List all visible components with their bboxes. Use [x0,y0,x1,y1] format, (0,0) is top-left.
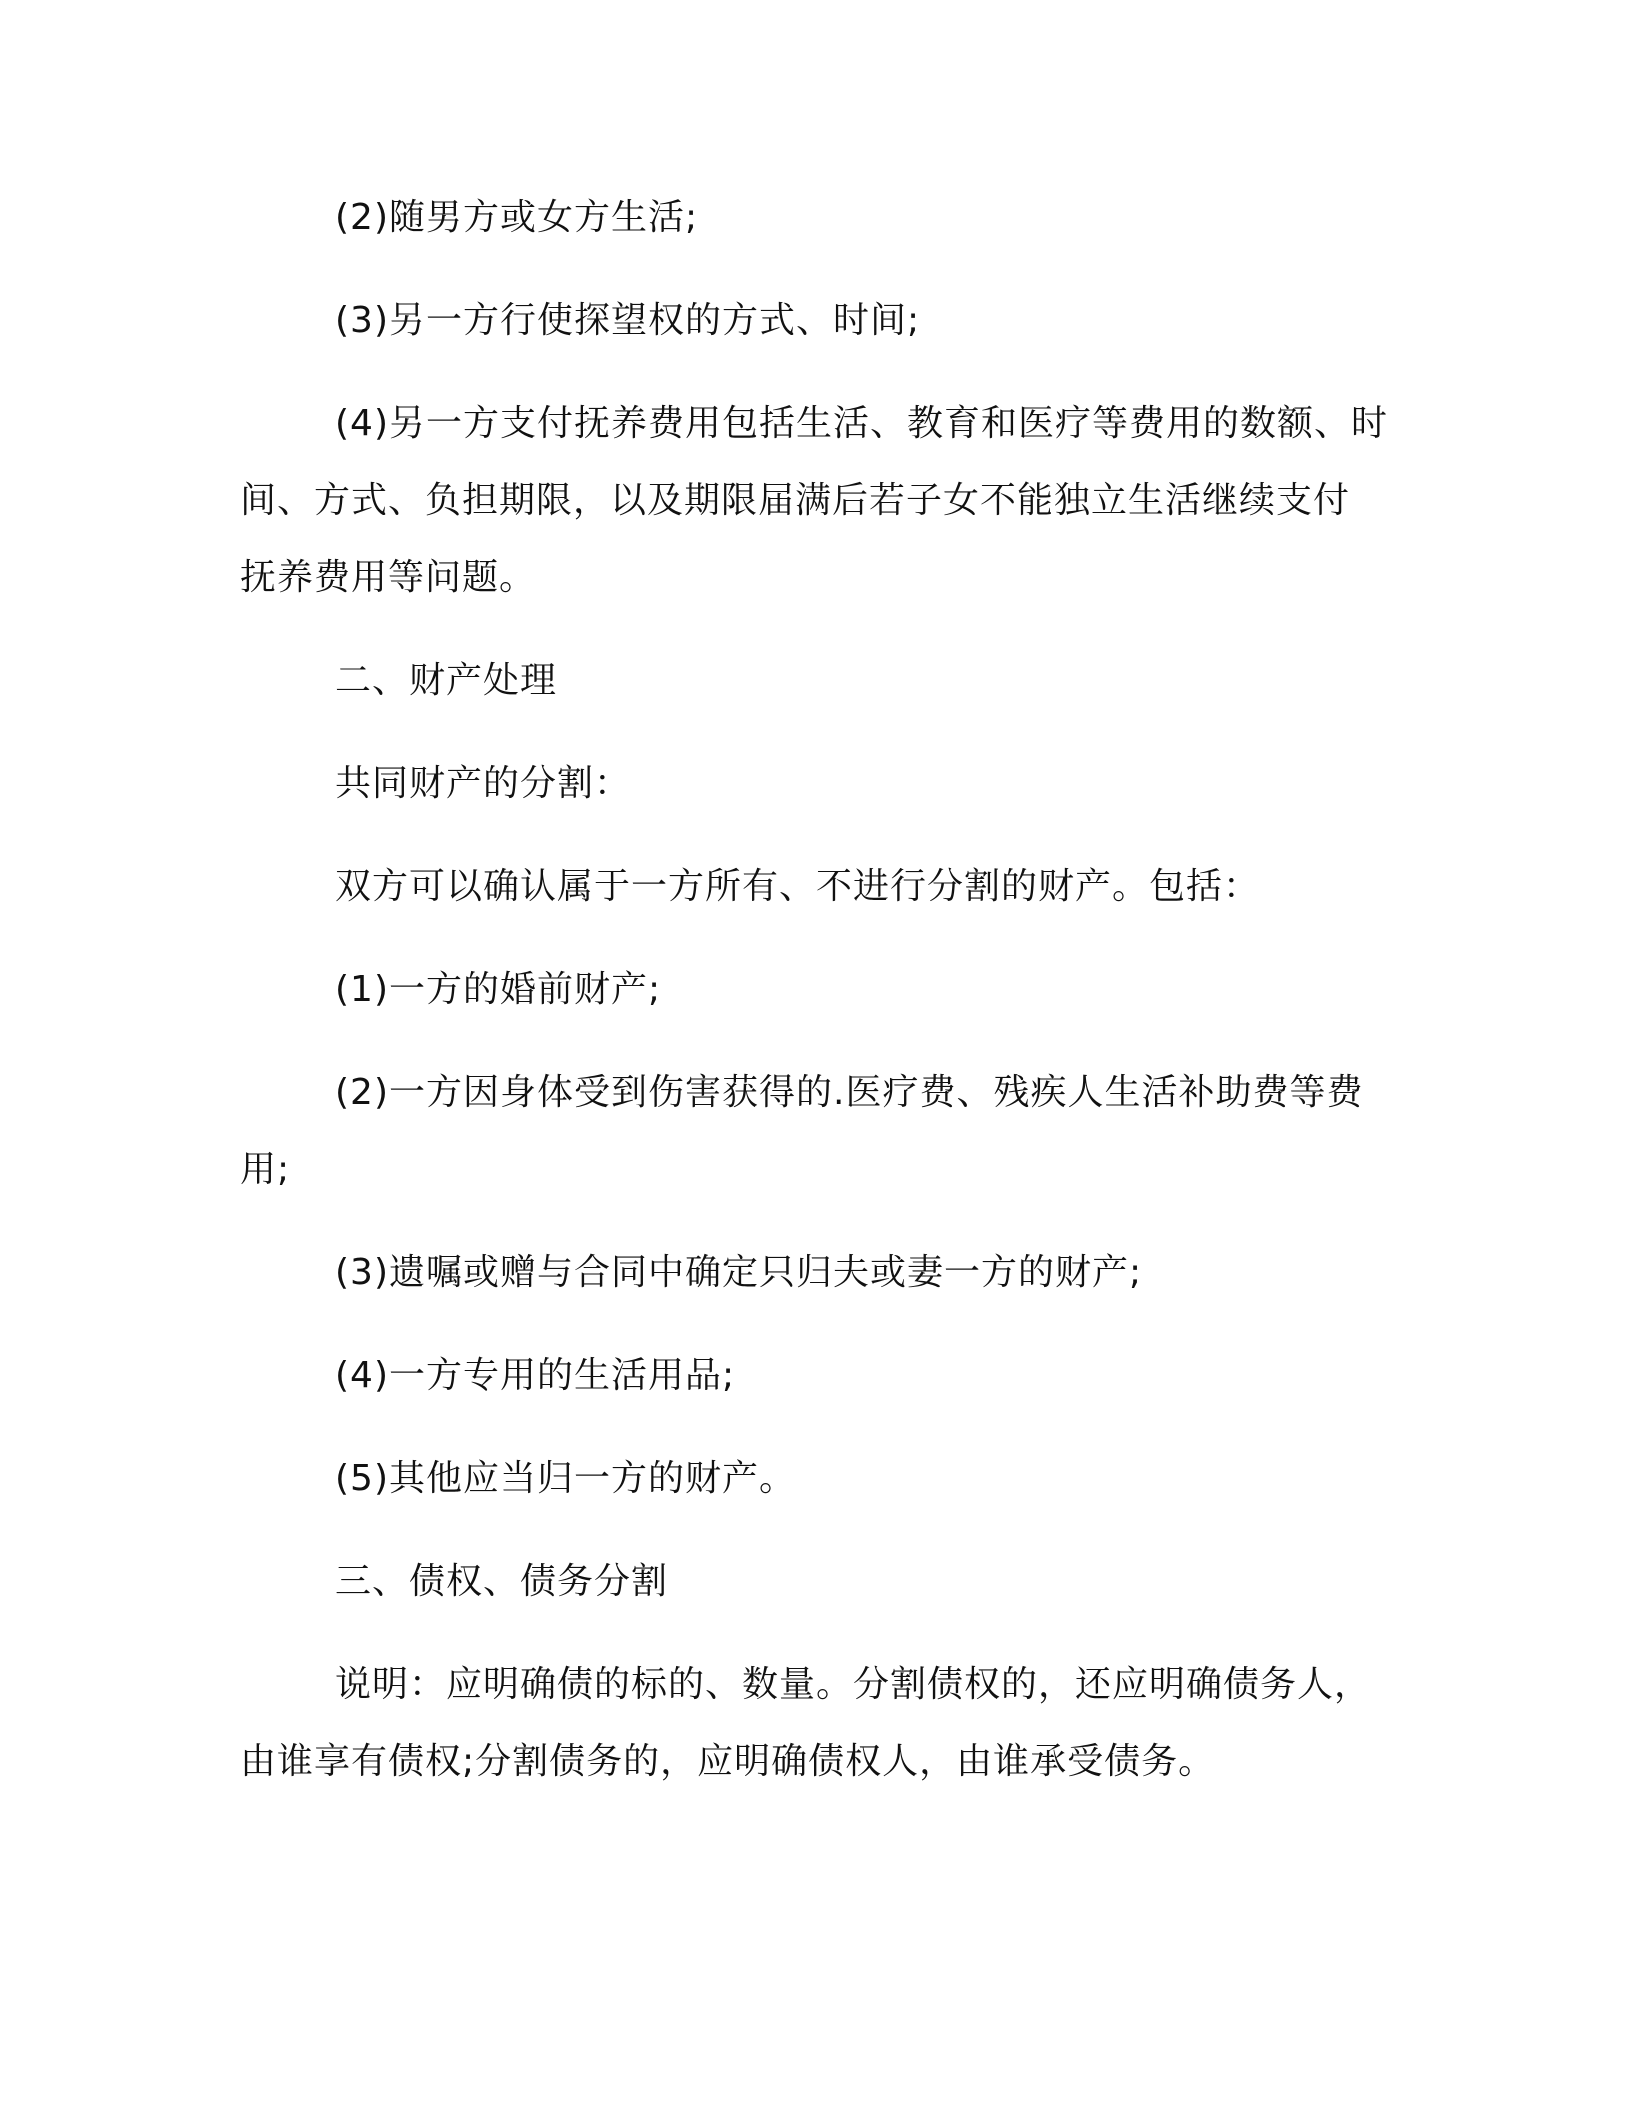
section-heading-property: 二、财产处理 [335,660,558,701]
subheading-joint-property: 共同财产的分割： [335,763,632,804]
paragraph-separate-property: 双方可以确认属于一方所有、不进行分割的财产。包括： [335,866,1261,907]
custody-item-4-line-3: 抚养费用等问题。 [240,557,537,598]
custody-item-3: (3)另一方行使探望权的方式、时间; [335,300,921,341]
custody-item-4-line-1: (4)另一方支付抚养费用包括生活、教育和医疗等费用的数额、时 [335,403,1388,444]
property-item-1: (1)一方的婚前财产; [335,969,662,1010]
custody-item-2: (2)随男方或女方生活; [335,197,699,238]
custody-item-4-line-2: 间、方式、负担期限，以及期限届满后若子女不能独立生活继续支付 [240,480,1351,521]
debts-note-line-1: 说明：应明确债的标的、数量。分割债权的，还应明确债务人， [335,1664,1372,1705]
property-item-2-line-1: (2)一方因身体受到伤害获得的.医疗费、残疾人生活补助费等费 [335,1072,1364,1113]
debts-note-line-2: 由谁享有债权;分割债务的，应明确债权人，由谁承受债务。 [240,1741,1216,1782]
property-item-5: (5)其他应当归一方的财产。 [335,1458,796,1499]
property-item-3: (3)遗嘱或赠与合同中确定只归夫或妻一方的财产; [335,1252,1143,1293]
property-item-2-line-2: 用; [240,1149,291,1190]
section-heading-debts: 三、债权、债务分割 [335,1561,669,1602]
property-item-4: (4)一方专用的生活用品; [335,1355,736,1396]
